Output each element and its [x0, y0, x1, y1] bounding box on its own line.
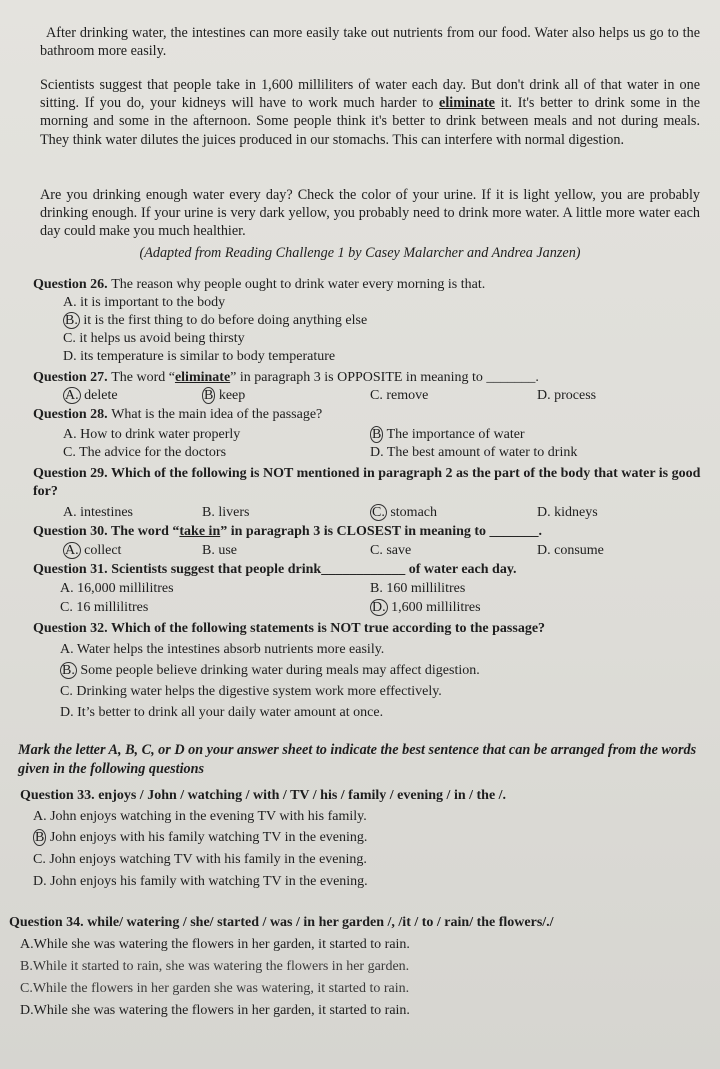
q33-option-b[interactable]: B John enjoys with his family watching TV in the evening. [35, 830, 368, 845]
q33-option-d[interactable]: D. John enjoys his family with watching TV in the evening. [33, 874, 368, 889]
q30-option-c[interactable]: C. save [370, 543, 412, 558]
q26-option-a[interactable]: A. it is important to the body [63, 295, 226, 310]
q33-option-a[interactable]: A. John enjoys watching in the evening TV with his family. [33, 809, 367, 824]
question-27: Question 27. The word “eliminate” in paragraph 3 is OPPOSITE in meaning to _______. [33, 370, 539, 385]
question-33: Question 33. enjoys / John / watching / with / TV / his / family / evening / in / the /. [20, 788, 507, 803]
passage-paragraph-2: Scientists suggest that people take in 1,600 milliliters of water each day. But don't drink all of that water in one sitting. If you do, your kidneys will have to work much harder to eliminate it. It's better to drink some in the morning and some in the afternoon. Some people think it's better to drink between meals and not during meals. They think water dilutes the juices produced in our stomachs. This can interfere with normal digestion. [40, 77, 700, 148]
q26-option-b[interactable]: B. it is the first thing to do before doing anything else [65, 313, 368, 328]
q27-option-c[interactable]: C. remove [370, 388, 429, 403]
word-eliminate: eliminate [439, 95, 495, 112]
q34-option-d[interactable]: D.While she was watering the flowers in her garden, it started to rain. [20, 1003, 410, 1018]
question-31: Question 31. Scientists suggest that people drink____________ of water each day. [33, 562, 517, 577]
q28-option-a[interactable]: A. How to drink water properly [63, 427, 241, 442]
q31-option-c[interactable]: C. 16 millilitres [60, 600, 149, 615]
q30-option-a[interactable]: A. collect [65, 543, 122, 558]
q29-option-c[interactable]: C. stomach [372, 505, 437, 520]
q29-option-b[interactable]: B. livers [202, 505, 250, 520]
question-29: Question 29. Which of the following is NOT mentioned in paragraph 2 as the part of the body that water is good for? [33, 466, 701, 499]
q33-option-c[interactable]: C. John enjoys watching TV with his family in the evening. [33, 852, 367, 867]
q32-option-c[interactable]: C. Drinking water helps the digestive system work more effectively. [60, 684, 442, 699]
q28-option-c[interactable]: C. The advice for the doctors [63, 445, 227, 460]
section-instruction: Mark the letter A, B, C, or D on your answer sheet to indicate the best sentence that can be arranged from the words given in the following questions [18, 742, 697, 777]
q29-option-a[interactable]: A. intestines [63, 505, 133, 520]
q32-option-b[interactable]: B. Some people believe drinking water during meals may affect digestion. [62, 663, 480, 678]
q27-option-b[interactable]: B keep [204, 388, 246, 403]
q34-option-a[interactable]: A.While she was watering the flowers in her garden, it started to rain. [20, 937, 410, 952]
question-28: Question 28. What is the main idea of the passage? [33, 407, 323, 422]
q31-option-b[interactable]: B. 160 millilitres [370, 581, 466, 596]
passage-source: (Adapted from Reading Challenge 1 by Casey Malarcher and Andrea Janzen) [139, 245, 581, 261]
q28-option-b[interactable]: B The importance of water [372, 427, 525, 442]
q26-option-c[interactable]: C. it helps us avoid being thirsty [63, 331, 245, 346]
q32-option-a[interactable]: A. Water helps the intestines absorb nutrients more easily. [60, 642, 385, 657]
q27-option-a[interactable]: A. delete [65, 388, 118, 403]
q32-option-d[interactable]: D. It’s better to drink all your daily water amount at once. [60, 705, 384, 720]
q30-option-d[interactable]: D. consume [537, 543, 604, 558]
q34-option-b[interactable]: B.While it started to rain, she was watering the flowers in her garden. [20, 959, 410, 974]
question-34: Question 34. while/ watering / she/ started / was / in her garden /, /it / to / rain/ the flowers/./ [9, 915, 554, 930]
q26-option-d[interactable]: D. its temperature is similar to body temperature [63, 349, 336, 364]
q27-option-d[interactable]: D. process [537, 388, 597, 403]
q31-option-a[interactable]: A. 16,000 millilitres [60, 581, 174, 596]
q31-option-d[interactable]: D. 1,600 millilitres [372, 600, 481, 615]
q30-option-b[interactable]: B. use [202, 543, 237, 558]
passage-paragraph-3: Are you drinking enough water every day? Check the color of your urine. If it is light yellow, you are probably drinking enough. If your urine is very dark yellow, you probably need to drink more water. A little more water each day could make you much healthier. [40, 187, 700, 240]
q34-option-c[interactable]: C.While the flowers in her garden she was watering, it started to rain. [20, 981, 410, 996]
question-32: Question 32. Which of the following statements is NOT true according to the passage? [33, 621, 546, 636]
question-26: Question 26. The reason why people ought to drink water every morning is that. [33, 277, 486, 292]
question-30: Question 30. The word “take in” in paragraph 3 is CLOSEST in meaning to _______. [33, 524, 543, 539]
q29-option-d[interactable]: D. kidneys [537, 505, 598, 520]
passage-paragraph-1: After drinking water, the intestines can more easily take out nutrients from our food. Water also helps us go to the bathroom more easily. [40, 25, 700, 60]
q28-option-d[interactable]: D. The best amount of water to drink [370, 445, 578, 460]
